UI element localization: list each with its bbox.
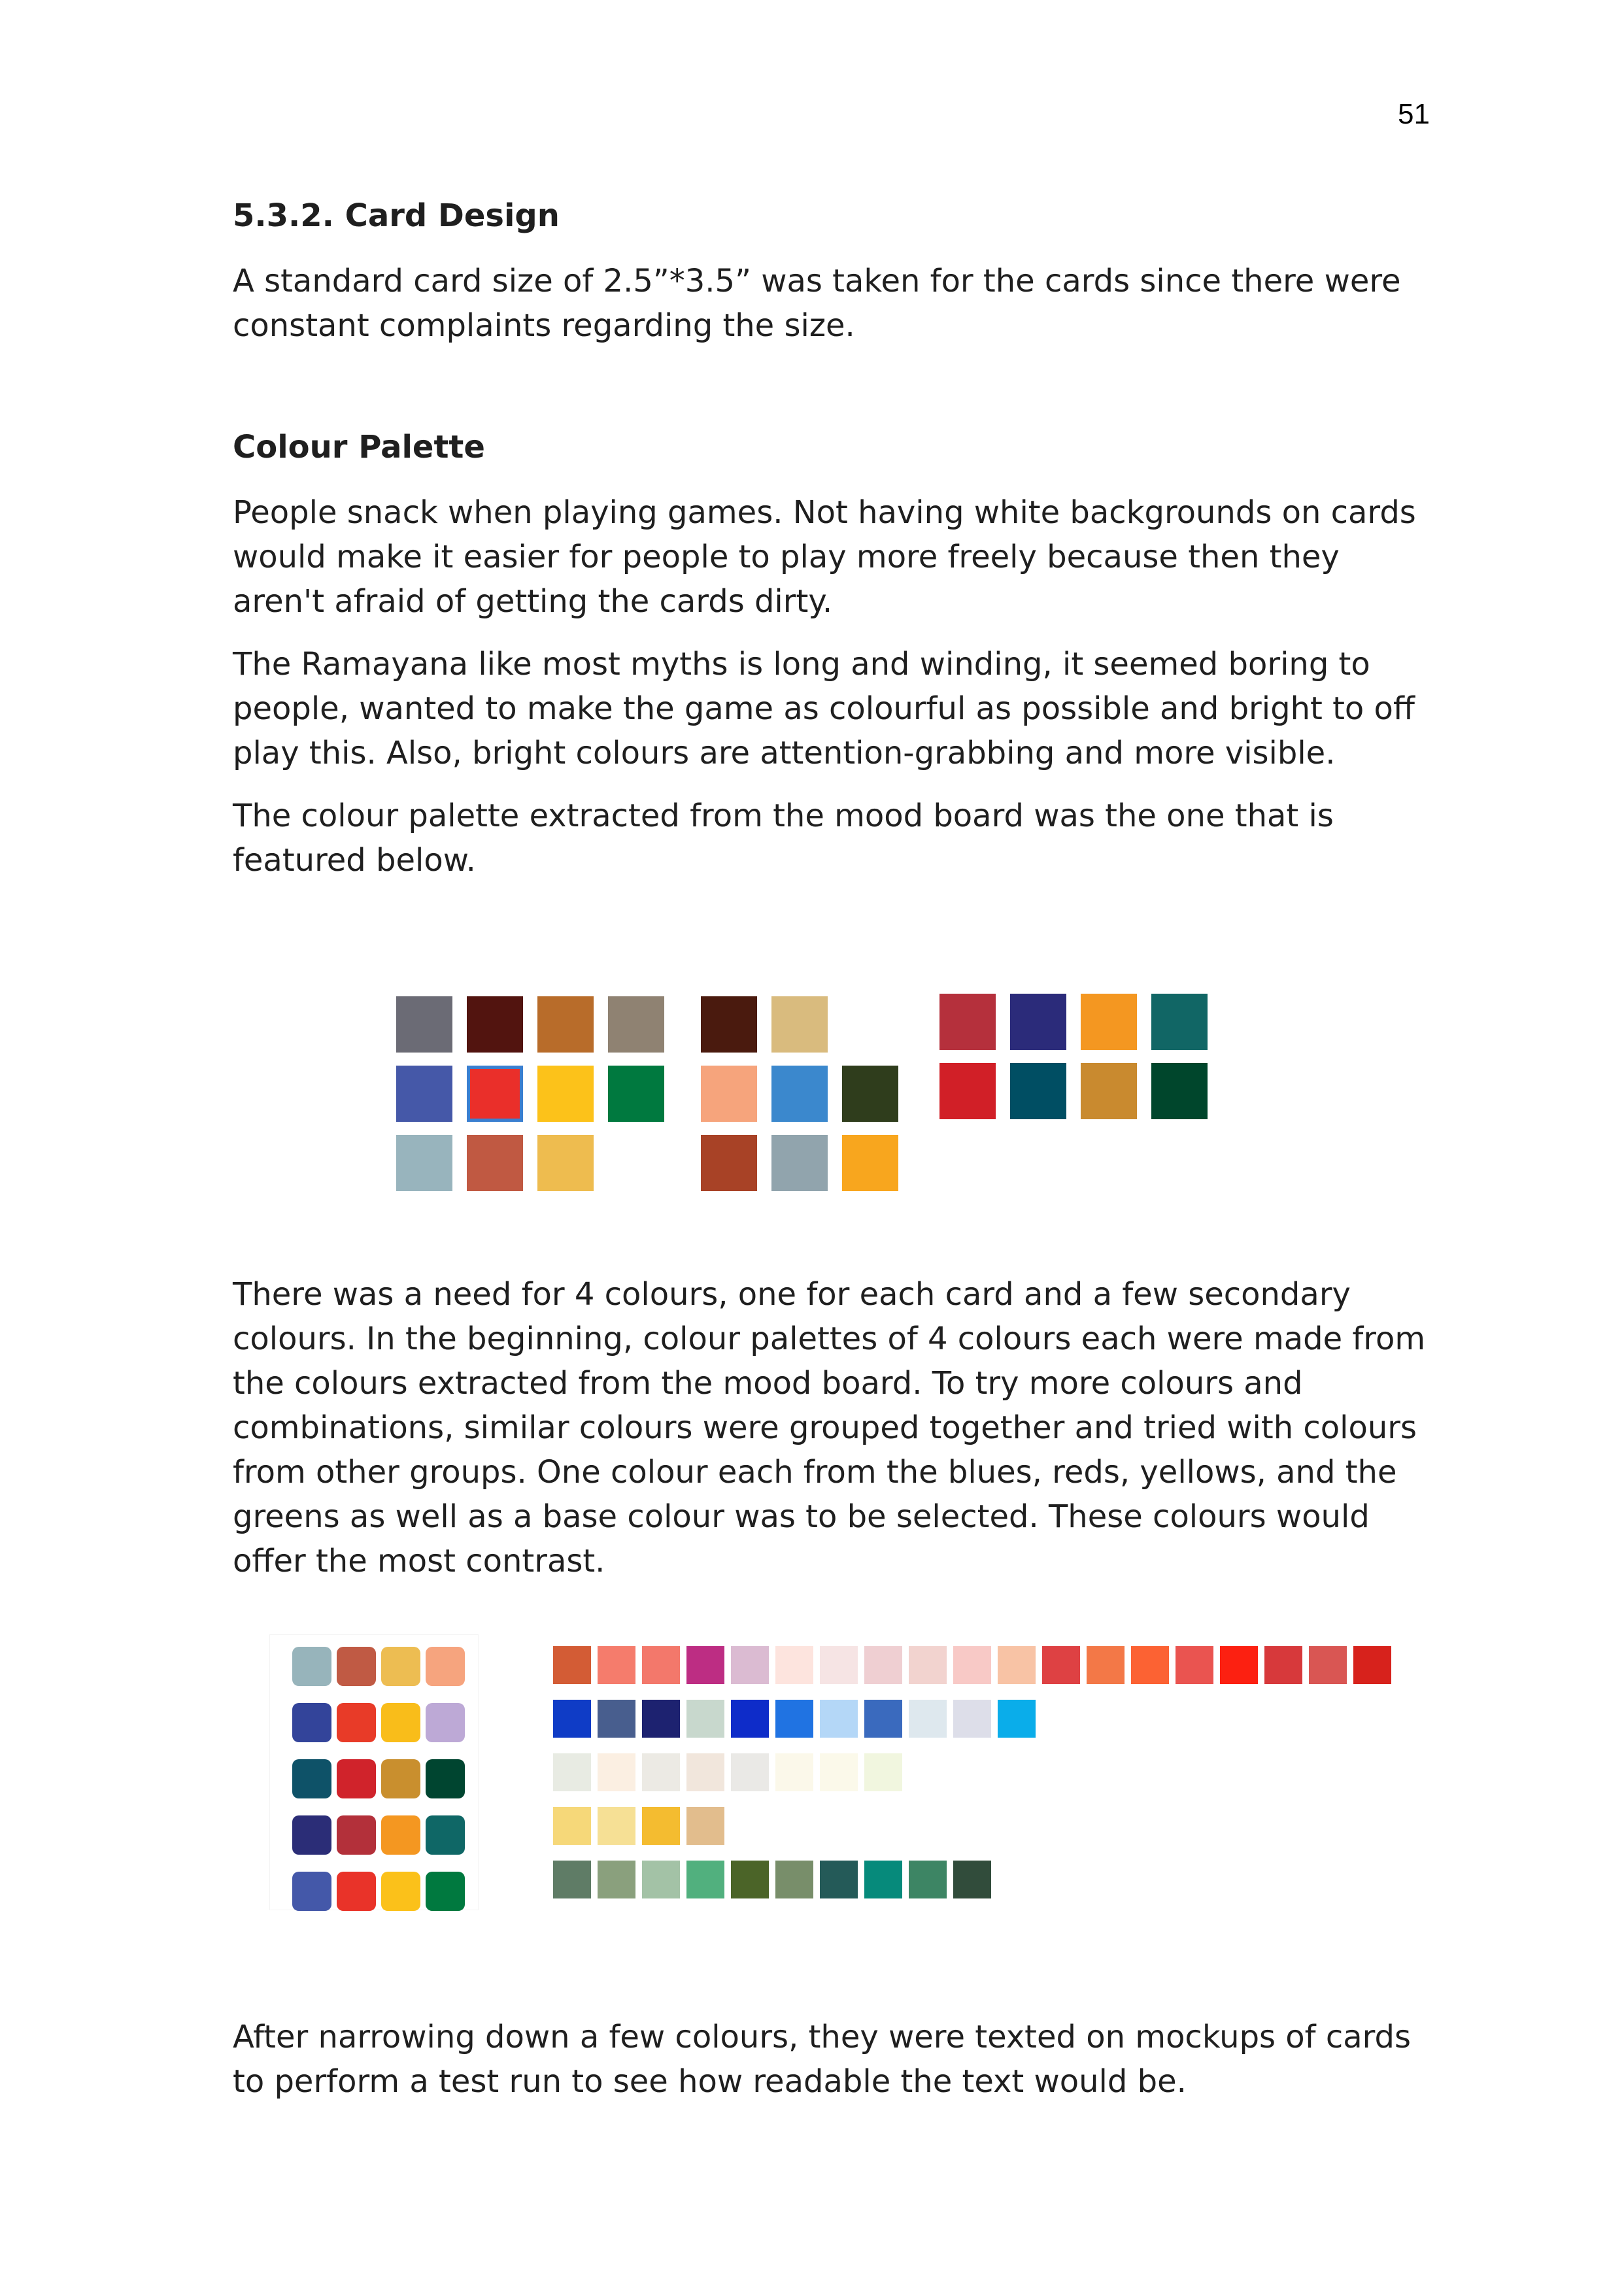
colour-swatch: [467, 1135, 523, 1191]
colour-swatch: [701, 996, 757, 1053]
colour-swatch: [537, 1135, 594, 1191]
colour-tile: [731, 1646, 769, 1684]
colour-tile: [864, 1861, 902, 1898]
colour-swatch: [842, 1066, 898, 1122]
empty-swatch-slot: [913, 1135, 969, 1191]
empty-swatch-slot: [608, 1135, 664, 1191]
colour-tile: [953, 1861, 991, 1898]
colour-tile: [686, 1700, 724, 1738]
mood-board-palette-1: [396, 996, 664, 1191]
colour-swatch: [1081, 994, 1137, 1050]
colour-swatch: [1010, 994, 1066, 1050]
colour-swatch: [1081, 1063, 1137, 1119]
colour-tile: [864, 1700, 902, 1738]
colour-tile: [864, 1646, 902, 1684]
colour-group-neutrals: [553, 1753, 902, 1791]
four-colour-palette-row: [292, 1759, 465, 1798]
colour-tile: [775, 1646, 813, 1684]
palette-chip: [426, 1647, 465, 1686]
colour-tile: [553, 1700, 591, 1738]
colour-swatch: [842, 1135, 898, 1191]
colour-swatch: [467, 1066, 523, 1122]
colour-tile: [820, 1646, 858, 1684]
colour-tile: [909, 1861, 947, 1898]
section-heading: 5.3.2. Card Design: [233, 197, 560, 234]
four-colour-palette-row: [292, 1872, 465, 1911]
colour-palette-heading: Colour Palette: [233, 429, 485, 465]
colour-swatch: [396, 1066, 452, 1122]
colour-tile: [686, 1646, 724, 1684]
palette-chip: [426, 1872, 465, 1911]
colour-tile: [1220, 1646, 1258, 1684]
colour-tile: [1264, 1646, 1302, 1684]
colour-tile: [775, 1700, 813, 1738]
colour-tile: [1353, 1646, 1391, 1684]
palette-chip: [381, 1872, 420, 1911]
colour-tile: [1131, 1646, 1169, 1684]
palette-chip: [292, 1647, 331, 1686]
colour-swatch: [467, 996, 523, 1053]
palette-chip: [426, 1815, 465, 1855]
colour-tile: [731, 1700, 769, 1738]
palette-chip: [337, 1815, 376, 1855]
page-number: 51: [1398, 98, 1430, 130]
colour-tile: [642, 1807, 680, 1845]
colour-tile: [642, 1700, 680, 1738]
colour-group-yellows: [553, 1807, 724, 1845]
colour-tile: [1176, 1646, 1213, 1684]
palette-chip: [381, 1815, 420, 1855]
colour-tile: [553, 1807, 591, 1845]
palette-chip: [426, 1703, 465, 1742]
colour-tile: [686, 1753, 724, 1791]
colour-swatch: [396, 1135, 452, 1191]
colour-tile: [553, 1861, 591, 1898]
colour-swatch: [1151, 994, 1208, 1050]
analysis-paragraph: There was a need for 4 colours, one for each card and a few secondary colours. In the beginning, colour palettes of 4 colours each were made from the colours extracted from the mood board. To try more colours and combinations, similar colours were grouped together and tried with colours from other groups. One colour each from the blues, reds, yellows, and the greens as well as a base colour was to be selected. These colours would offer the most contrast.: [233, 1276, 1426, 1579]
colour-group-greens: [553, 1861, 991, 1898]
palette-chip: [337, 1759, 376, 1798]
palette-chip: [292, 1872, 331, 1911]
palette-chip: [381, 1703, 420, 1742]
colour-tile: [864, 1753, 902, 1791]
colour-tile: [642, 1646, 680, 1684]
closing-paragraph: After narrowing down a few colours, they were texted on mockups of cards to perform a test run to see how readable the text would be.: [233, 2019, 1411, 2100]
colour-swatch: [701, 1135, 757, 1191]
colour-tile: [598, 1700, 635, 1738]
palette-chip: [292, 1815, 331, 1855]
colour-tile: [820, 1753, 858, 1791]
palette-chip: [292, 1703, 331, 1742]
colour-tile: [998, 1700, 1036, 1738]
colour-swatch: [771, 1066, 828, 1122]
palette-chip: [426, 1759, 465, 1798]
palette-chip: [381, 1759, 420, 1798]
palette-chip: [337, 1872, 376, 1911]
colour-tile: [909, 1646, 947, 1684]
colour-group-blues: [553, 1700, 1036, 1738]
colour-tile: [953, 1646, 991, 1684]
colour-tile: [598, 1861, 635, 1898]
colour-swatch: [1151, 1063, 1208, 1119]
colour-group-reds: [553, 1646, 1391, 1684]
colour-swatch: [537, 996, 594, 1053]
mood-board-palette-2: [701, 996, 969, 1191]
palette-chip: [381, 1647, 420, 1686]
ramayana-paragraph: The Ramayana like most myths is long and winding, it seemed boring to people, wanted to make the game as colourful as possible and bright to off play this. Also, bright colours are attention-grabbing and more visible.: [233, 646, 1415, 771]
colour-tile: [686, 1861, 724, 1898]
colour-tile: [731, 1861, 769, 1898]
colour-tile: [598, 1753, 635, 1791]
colour-swatch: [771, 1135, 828, 1191]
snack-paragraph: People snack when playing games. Not having white backgrounds on cards would make it easier for people to play more freely because then they aren't afraid of getting the cards dirty.: [233, 494, 1416, 620]
colour-tile: [1042, 1646, 1080, 1684]
colour-tile: [731, 1753, 769, 1791]
colour-swatch: [608, 1066, 664, 1122]
colour-tile: [598, 1807, 635, 1845]
colour-swatch: [939, 994, 996, 1050]
colour-swatch: [771, 996, 828, 1053]
four-colour-palette-row: [292, 1703, 465, 1742]
colour-tile: [909, 1700, 947, 1738]
colour-swatch: [701, 1066, 757, 1122]
colour-tile: [998, 1646, 1036, 1684]
empty-swatch-slot: [842, 996, 898, 1053]
mood-board-paragraph: The colour palette extracted from the mood board was the one that is featured below.: [233, 798, 1334, 879]
colour-tile: [553, 1646, 591, 1684]
colour-swatch: [537, 1066, 594, 1122]
four-colour-palettes: [269, 1634, 479, 1910]
mood-board-palette-3: [939, 994, 1208, 1119]
colour-tile: [598, 1646, 635, 1684]
four-colour-palette-row: [292, 1815, 465, 1855]
colour-swatch: [396, 996, 452, 1053]
four-colour-palette-row: [292, 1647, 465, 1686]
palette-chip: [337, 1703, 376, 1742]
colour-tile: [953, 1700, 991, 1738]
palette-chip: [292, 1759, 331, 1798]
colour-swatch: [608, 996, 664, 1053]
colour-tile: [1087, 1646, 1125, 1684]
colour-swatch: [939, 1063, 996, 1119]
colour-tile: [775, 1753, 813, 1791]
palette-chip: [337, 1647, 376, 1686]
colour-swatch: [1010, 1063, 1066, 1119]
colour-tile: [820, 1700, 858, 1738]
colour-tile: [820, 1861, 858, 1898]
colour-tile: [775, 1861, 813, 1898]
colour-tile: [642, 1753, 680, 1791]
colour-tile: [553, 1753, 591, 1791]
colour-tile: [686, 1807, 724, 1845]
colour-tile: [1309, 1646, 1347, 1684]
colour-tile: [642, 1861, 680, 1898]
intro-paragraph: A standard card size of 2.5”*3.5” was taken for the cards since there were constant complaints regarding the size.: [233, 263, 1401, 344]
